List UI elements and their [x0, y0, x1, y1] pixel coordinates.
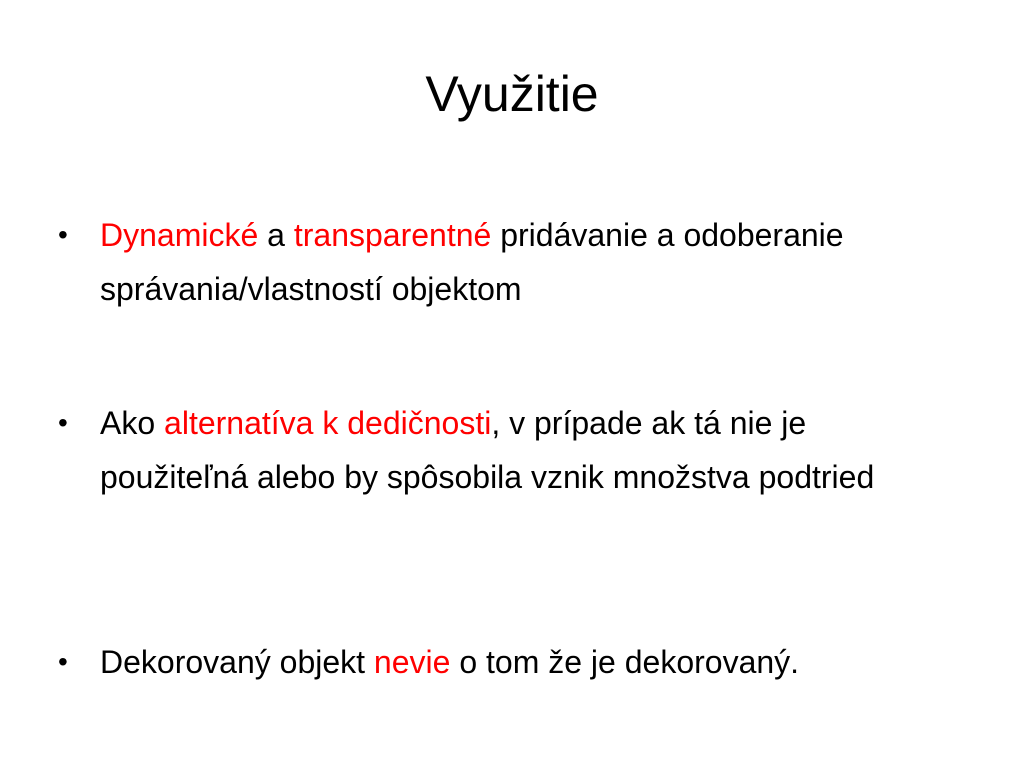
bullet-item	[58, 208, 938, 316]
bullet-text	[100, 208, 930, 316]
bullet-item	[58, 396, 938, 504]
bullet-text-highlight: Dynamické	[100, 217, 259, 253]
bullet-text-segment: , v prípade ak tá nie je použiteľná alebo by spôsobila vznik množstva podtried	[100, 405, 875, 495]
slide-title: Využitie	[425, 66, 599, 122]
bullet-dot-icon: •	[58, 219, 68, 250]
bullet-text	[100, 396, 930, 504]
bullet-text-highlight: alternatíva k dedičnosti	[164, 405, 492, 441]
bullet-text-highlight: transparentné	[293, 217, 492, 253]
bullet-text-segment: o tom že je dekorovaný.	[450, 644, 800, 680]
bullet-dot-icon: •	[58, 646, 68, 677]
bullet-text	[100, 635, 930, 689]
bullet-text-segment: a	[258, 217, 294, 253]
bullet-text-highlight: nevie	[373, 644, 451, 680]
bullet-text-segment: pridávanie a odoberanie správania/vlastností objektom	[100, 217, 844, 307]
bullet-item	[58, 635, 938, 689]
bullet-text-segment: Ako	[100, 405, 165, 441]
bullet-dot-icon: •	[58, 407, 68, 438]
bullet-text-segment: Dekorovaný objekt	[100, 644, 374, 680]
